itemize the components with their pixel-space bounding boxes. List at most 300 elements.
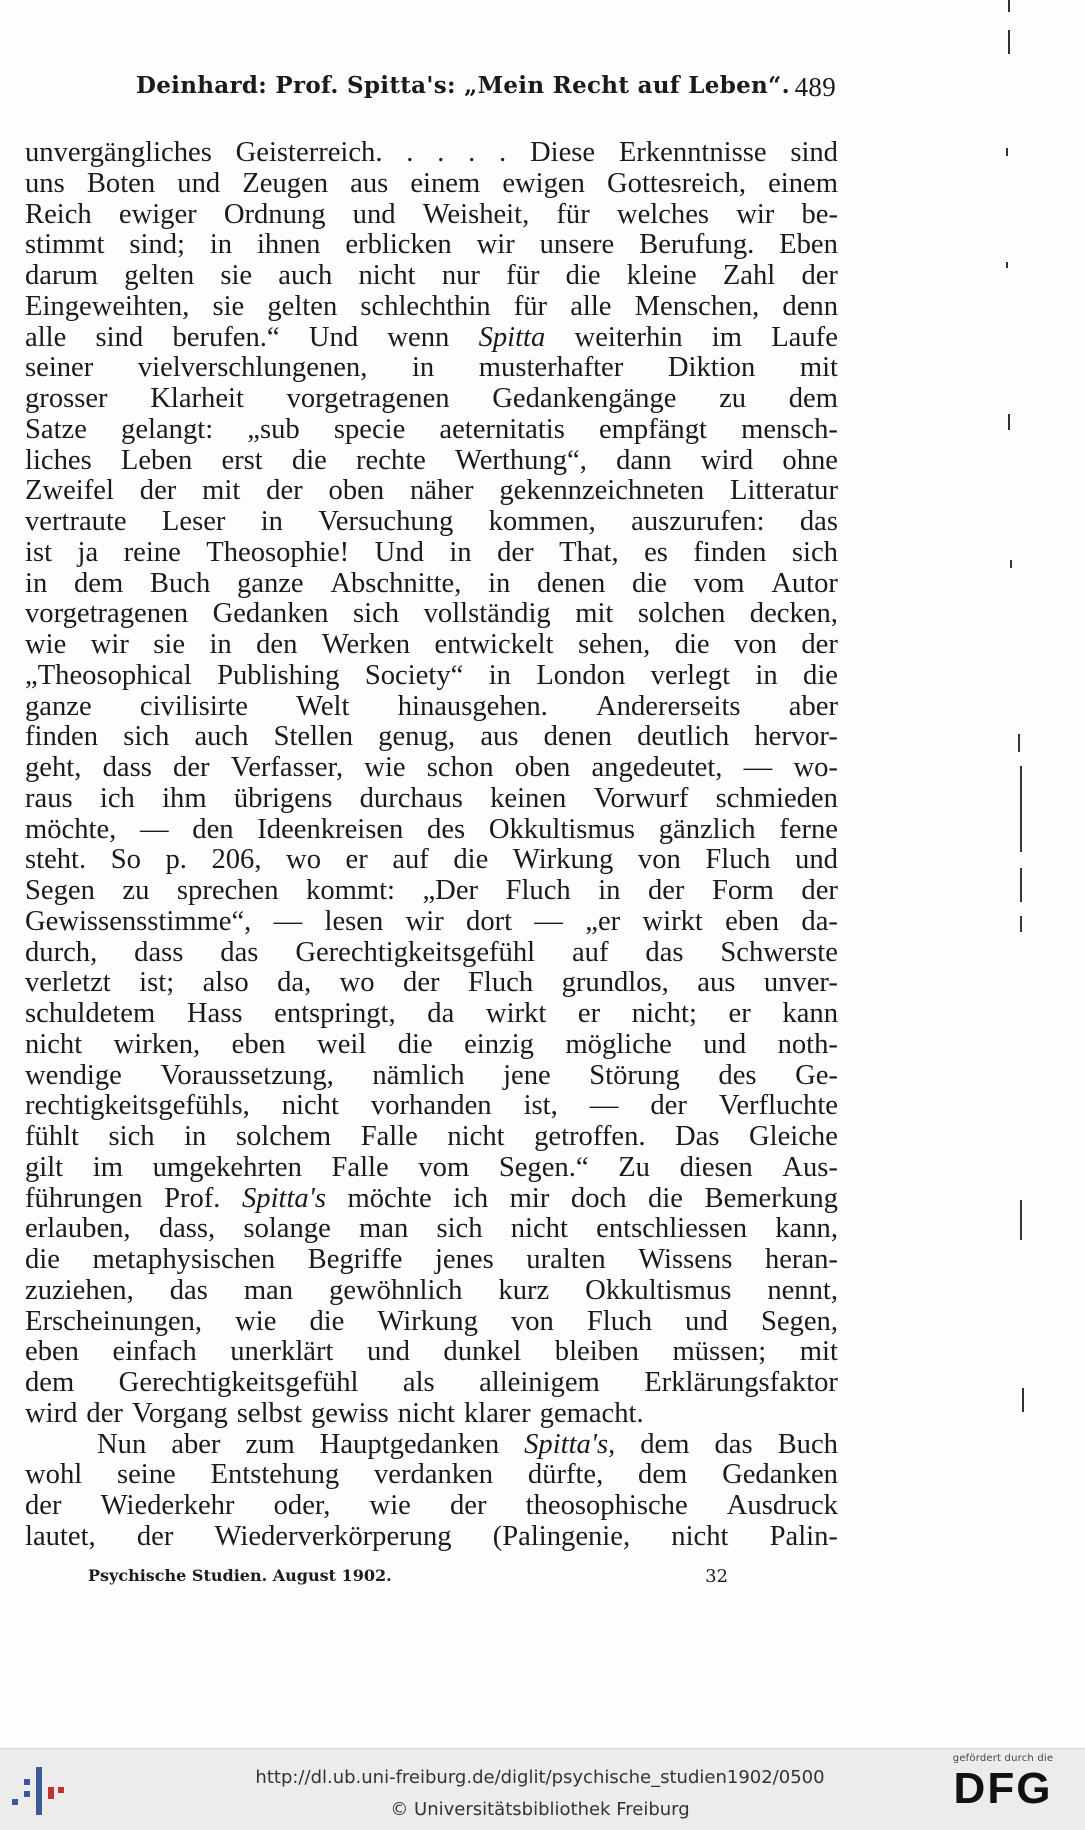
word: Stellen [273, 721, 353, 753]
word: einfach [112, 1336, 197, 1368]
word: den [256, 629, 298, 660]
word: gewiss [310, 1397, 389, 1429]
word: genug, [378, 721, 456, 753]
word: da, [277, 967, 312, 999]
word: er [728, 998, 751, 1029]
text-line [25, 538, 838, 569]
word: das [220, 936, 259, 968]
word: in [488, 659, 511, 691]
word: vorgetragenen [25, 598, 189, 630]
word: aus [697, 967, 736, 999]
word: Gottesreich, [607, 167, 746, 199]
word: die [565, 260, 601, 291]
word: unver- [763, 967, 838, 999]
word: Falle [360, 1121, 418, 1152]
word: Wirkung [512, 844, 614, 876]
word: ferne [779, 813, 838, 845]
text-line [25, 784, 838, 815]
word: keinen [490, 782, 567, 814]
word: ihm [162, 782, 207, 814]
word: aus [350, 167, 389, 199]
word: nicht [281, 1090, 339, 1122]
word: nämlich [372, 1059, 465, 1091]
word: gewöhnlich [329, 1274, 463, 1306]
text-line [25, 446, 838, 477]
text-line [25, 1430, 838, 1461]
word: in [25, 567, 48, 599]
word: führungen [25, 1182, 143, 1214]
copyright-notice: © Universitätsbibliothek Freiburg [390, 1799, 690, 1820]
word: Gleiche [749, 1121, 838, 1152]
text-line [25, 1184, 838, 1215]
word: Vorgang [131, 1397, 228, 1429]
word: in [260, 506, 283, 537]
word: mensch- [741, 413, 838, 445]
word: alleinigem [479, 1367, 600, 1398]
text-line [25, 323, 838, 354]
word: das [714, 1428, 753, 1460]
word: Satze [25, 413, 87, 445]
word: Hauptgedanken [319, 1428, 500, 1460]
journal-signature: Psychische Studien. August 1902. [88, 1566, 392, 1585]
word: gelten [124, 260, 195, 291]
text-line [25, 169, 838, 200]
word: angedeutet, [591, 752, 723, 783]
word: steht. [25, 844, 87, 876]
text-line [25, 907, 838, 938]
margin-mark [1020, 1200, 1022, 1240]
word: und [352, 198, 396, 230]
viewer-footer-bar [0, 1748, 1085, 1830]
word: der [136, 1520, 174, 1552]
word: dem [25, 1367, 75, 1398]
word: Werthung“, [455, 444, 587, 476]
word: berufen.“ [172, 321, 280, 353]
word: Hass [186, 998, 243, 1029]
word: weiterhin [574, 321, 683, 353]
word: noth- [777, 1028, 838, 1060]
word: wendige [25, 1059, 122, 1091]
word: deutlich [637, 721, 730, 753]
margin-mark [1008, 30, 1010, 54]
permalink-url[interactable]: http://dl.ub.uni-freiburg.de/diglit/psychische_studien1902/0500 [255, 1767, 825, 1788]
word: sie [212, 290, 245, 322]
word: aeternitatis [439, 413, 565, 445]
word: denen [543, 721, 612, 753]
word: von [734, 629, 777, 660]
word: heran- [764, 1244, 838, 1275]
word: Boten [86, 167, 156, 199]
text-line [25, 261, 838, 292]
word: durchaus [359, 782, 463, 814]
word: Abschnitte, [330, 567, 462, 599]
word: Diktion [667, 352, 756, 384]
word: dem [640, 1428, 690, 1460]
text-line [25, 1368, 838, 1399]
margin-mark [1020, 916, 1022, 932]
word: wenn [387, 321, 450, 353]
text-line [25, 1245, 838, 1276]
text-line [25, 938, 838, 969]
margin-mark [1020, 868, 1022, 902]
word: ganze [236, 567, 304, 599]
word: gekennzeichneten [499, 475, 705, 507]
text-line [25, 661, 838, 692]
word: nicht [25, 1028, 83, 1060]
word: wird [25, 1397, 78, 1429]
word: finden [25, 721, 99, 753]
word: So [110, 844, 141, 876]
word: Bemerkung [704, 1182, 838, 1214]
word: und [366, 1336, 410, 1368]
word: diesen [679, 1151, 753, 1183]
word: Litteratur [730, 475, 838, 507]
word: sich [108, 1121, 155, 1152]
word: unvergängliches [25, 137, 212, 168]
text-line [25, 1522, 838, 1553]
word: 206, [211, 844, 262, 876]
word: dass [134, 936, 184, 968]
word: gänzlich [658, 813, 756, 845]
word: Schwerste [720, 936, 838, 968]
word: möchte [347, 1182, 432, 1214]
word: Ideenkreisen [257, 813, 404, 845]
word: rechte [356, 444, 426, 476]
word: schmieden [715, 782, 838, 814]
word: der [647, 875, 685, 906]
running-title: Deinhard: Prof. Spitta's: „Mein Recht auf Leben“. [136, 72, 790, 99]
word: Gedanken [212, 598, 329, 630]
word: Welt [296, 690, 350, 722]
word: bleiben [554, 1336, 639, 1368]
word: Leser [161, 506, 226, 537]
page-number: 489 [794, 72, 836, 102]
word: einem [768, 167, 838, 199]
word: Ge- [795, 1059, 838, 1091]
word: für [556, 198, 590, 230]
word: der [86, 1397, 123, 1429]
word: Theosophie! [206, 536, 350, 568]
word: auf [571, 936, 609, 968]
word: Okkultismus [585, 1274, 732, 1306]
word: Leben [120, 444, 193, 476]
word: eben [25, 1336, 79, 1368]
word: Das [675, 1121, 720, 1152]
margin-mark [1006, 148, 1008, 156]
word: einzig [464, 1028, 534, 1060]
word: (Palingenie, [492, 1520, 631, 1552]
word: des [427, 813, 466, 845]
word: Erkenntnisse [618, 137, 767, 168]
word: uralten [526, 1244, 606, 1275]
word: dem [73, 567, 124, 599]
word: Versuchung [318, 506, 454, 537]
word: er [345, 844, 368, 876]
word: verletzt [25, 967, 111, 999]
word: die [453, 844, 489, 876]
text-line [25, 384, 838, 415]
text-line [25, 630, 838, 661]
word: ohne [782, 444, 838, 476]
word: mit [799, 1336, 838, 1368]
word: eben [231, 1028, 286, 1060]
word: auf [392, 844, 429, 876]
word: ich [453, 1182, 489, 1214]
word: zu [719, 383, 747, 414]
text-line [25, 138, 838, 169]
word: Verfluchte [718, 1090, 838, 1122]
word: kommt: [306, 875, 395, 906]
word: die [648, 1182, 683, 1214]
word: als [402, 1367, 435, 1398]
word: — [534, 905, 563, 937]
word: . [499, 137, 507, 168]
word: vorgetragenen [286, 383, 450, 414]
word: Palin- [769, 1520, 838, 1552]
word: Society“ [364, 659, 464, 691]
word: finden [693, 536, 767, 568]
word: die [291, 444, 327, 476]
word: die [674, 629, 710, 660]
word: dann [616, 444, 672, 476]
word: von [637, 844, 681, 876]
word: und [685, 1305, 728, 1337]
word: Störung [589, 1059, 680, 1091]
word: in [755, 659, 778, 691]
word: Nun [97, 1428, 147, 1460]
word: Reich [25, 198, 92, 230]
word: kleine [626, 260, 697, 291]
word: Und [374, 536, 424, 568]
word: gelangt: [121, 413, 214, 445]
word: wirken, [113, 1028, 201, 1060]
word: weil [317, 1028, 367, 1060]
word: sprechen [176, 875, 279, 906]
word: entwickelt [434, 629, 554, 660]
dfg-logo-text: DFG [953, 1764, 1053, 1813]
word: sehen, [578, 629, 651, 660]
word: oben [328, 475, 385, 507]
word: der [403, 967, 440, 999]
word: gelten [267, 290, 338, 322]
word: Ordnung [223, 198, 326, 230]
word: hinausgehen. [397, 690, 548, 722]
text-line [25, 415, 838, 446]
word: Klarheit [150, 383, 244, 414]
word: Fluch [468, 967, 534, 999]
word: zu [122, 875, 150, 906]
word: Fluch [505, 875, 571, 906]
word: — [273, 905, 303, 937]
word: Aus- [782, 1151, 838, 1183]
word: in [488, 567, 511, 599]
word: kann, [775, 1213, 838, 1245]
word: einem [410, 167, 481, 199]
word: nur [441, 260, 480, 291]
word: liches [25, 444, 92, 476]
word: Autor [771, 567, 838, 599]
word: und [795, 844, 838, 876]
word: in [598, 875, 621, 906]
word: in [209, 629, 232, 660]
text-line [25, 845, 838, 876]
text-line [25, 353, 838, 384]
word: Eben [779, 229, 838, 261]
text-line [25, 1214, 838, 1245]
word: Zu [618, 1151, 650, 1183]
word: sind [95, 321, 144, 353]
text-line [25, 1307, 838, 1338]
word: dem [788, 383, 838, 414]
word: verlegt [650, 659, 731, 691]
margin-mark [1018, 734, 1020, 752]
margin-mark [1010, 560, 1012, 568]
word: eben [725, 905, 780, 937]
word: auszurufen: [631, 506, 765, 537]
word: hervor- [754, 721, 838, 753]
word: Wiederverkörperung [214, 1520, 452, 1552]
word: Buch [777, 1428, 838, 1460]
word: — [589, 1090, 619, 1122]
word: nicht [671, 1520, 729, 1552]
word: darum [25, 260, 99, 291]
word: erblicken [345, 229, 452, 261]
word: in [411, 352, 435, 384]
word: der [801, 260, 838, 291]
word: durch, [25, 936, 98, 968]
word: unsere [539, 229, 615, 261]
word: Segen [25, 875, 95, 906]
word: man [359, 1213, 409, 1245]
word: verdanken [373, 1459, 494, 1491]
text-line [25, 1153, 838, 1184]
word: Gerechtigkeitsgefühl [118, 1367, 359, 1398]
word: Segen, [760, 1305, 838, 1337]
word: . [468, 137, 476, 168]
word: seiner [25, 352, 94, 384]
word: des [718, 1059, 757, 1091]
word: nicht [447, 1121, 505, 1152]
word: seine [116, 1459, 176, 1491]
word: theosophische [525, 1490, 688, 1521]
word: ist [25, 536, 53, 568]
word: denn [782, 290, 838, 322]
word: die [309, 1305, 345, 1337]
word: entschliessen [596, 1213, 748, 1245]
word: das [799, 506, 838, 537]
word: solchem [235, 1121, 332, 1152]
word: decken, [749, 598, 838, 630]
word: London [536, 659, 626, 691]
word: stimmt [25, 229, 105, 261]
word: erst [221, 444, 263, 476]
word: nicht [510, 1213, 568, 1245]
word: raus [25, 782, 73, 814]
word: wie [369, 1490, 411, 1521]
word: sie [220, 260, 253, 291]
word: Spitta [478, 321, 546, 353]
word: Eingeweihten, [25, 290, 190, 322]
text-line [25, 476, 838, 507]
word: in [449, 536, 472, 568]
word: und [703, 1028, 747, 1060]
word: der [266, 475, 303, 507]
text-line [25, 599, 838, 630]
word: die [25, 1244, 60, 1275]
word: Spitta's [242, 1182, 326, 1214]
word: jene [503, 1059, 551, 1091]
word: Buch [149, 567, 211, 599]
word: — [140, 813, 169, 845]
word: klarer [463, 1397, 531, 1429]
text-line [25, 753, 838, 784]
word: wirkt [485, 998, 547, 1029]
word: sind; [129, 229, 185, 261]
word: gilt [25, 1151, 64, 1183]
word: Zeugen [242, 167, 329, 199]
word: der [449, 1490, 487, 1521]
word: auch [194, 721, 249, 753]
word: schlechthin [360, 290, 491, 322]
word: ihnen [256, 229, 321, 261]
word: vom [693, 567, 745, 599]
word: mit [575, 598, 614, 630]
word: welches [616, 198, 710, 230]
word: erlauben, [25, 1213, 131, 1245]
word: auch [278, 260, 333, 291]
word: Weisheit, [422, 198, 530, 230]
word: oben [514, 752, 571, 783]
library-logo-icon [10, 1763, 70, 1819]
text-line [25, 1399, 838, 1430]
word: „er [585, 905, 621, 937]
word: übrigens [233, 782, 333, 814]
word: von [510, 1305, 554, 1337]
word: sich [123, 721, 170, 753]
word: der [25, 1490, 62, 1521]
sponsor-caption: gefördert durch die [952, 1753, 1054, 1764]
word: der [173, 752, 210, 783]
word: Zweifel [25, 475, 114, 507]
word: ich [99, 782, 135, 814]
text-line [25, 569, 838, 600]
word: . [406, 137, 414, 168]
word: Form [711, 875, 774, 906]
word: Gerechtigkeitsgefühl [295, 936, 536, 968]
word: Berufung. [639, 229, 755, 261]
word: Wissens [638, 1244, 733, 1275]
word: ganze [25, 690, 92, 722]
word: mit [799, 352, 838, 384]
word: Gedankengänge [492, 383, 677, 414]
word: in [184, 1121, 207, 1152]
word: solange [243, 1213, 331, 1245]
signature-line [88, 1566, 728, 1585]
word: Wirkung [377, 1305, 478, 1337]
word: Ausdruck [726, 1490, 838, 1521]
word: Voraussetzung, [160, 1059, 334, 1091]
word: lesen [324, 905, 384, 937]
word: wir [476, 229, 515, 261]
text-line [25, 200, 838, 231]
word: empfängt [598, 413, 707, 445]
word: wirkt [642, 905, 703, 937]
text-line [25, 1091, 838, 1122]
word: wird [700, 444, 754, 476]
word: den [192, 813, 234, 845]
word: man [243, 1274, 294, 1306]
word: Falle [331, 1151, 389, 1183]
